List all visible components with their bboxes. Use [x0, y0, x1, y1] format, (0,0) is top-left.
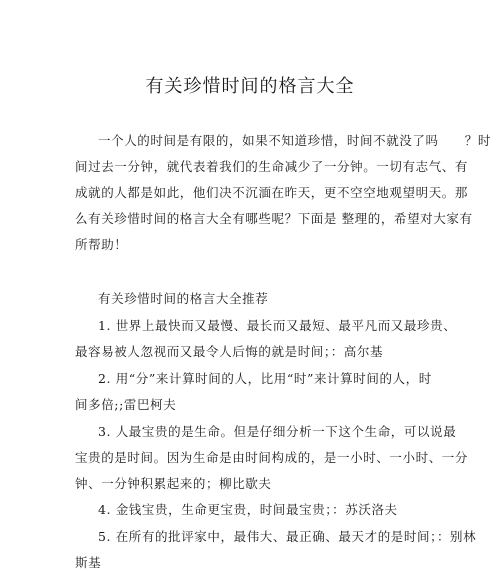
intro-line-5: 所帮助！	[75, 237, 128, 252]
item-line-1: 1. 世界上最快而又最慢、最长而又最短、最平凡而又最珍贵、	[98, 318, 457, 333]
item-line-10: 斯基	[75, 555, 102, 570]
item-line-8: 4. 金钱宝贵，生命更宝贵，时间最宝贵；：苏沃洛夫	[98, 502, 398, 517]
item-line-5: 3. 人最宝贵的是生命。但是仔细分析一下这个生命，可以说最	[98, 424, 457, 439]
item-line-4: 间多倍;;雷巴柯夫	[75, 397, 177, 412]
item-line-2: 最容易被人忽视而又最令人后悔的就是时间；：高尔基	[75, 344, 384, 359]
section-heading: 有关珍惜时间的格言大全推荐	[98, 291, 269, 306]
item-line-6: 宝贵的是时间。因为生命是由时间构成的，是一小时、一小时、一分	[75, 450, 469, 465]
item-line-3: 2. 用“分”来计算时间的人，比用“时”来计算时间的人，时	[98, 371, 432, 386]
intro-line-4: 么有关珍惜时间的格言大全有哪些呢？下面是 整理的，希望对大家有	[75, 211, 473, 226]
intro-line-1: 一个人的时间是有限的，如果不知道珍惜，时间不就没了吗 ？时	[98, 133, 492, 148]
document-title: 有关珍惜时间的格言大全	[145, 76, 355, 97]
item-line-9: 5. 在所有的批评家中，最伟大、最正确、最天才的是时间；：别林	[98, 529, 477, 544]
intro-line-3: 成就的人都是如此，他们决不沉湎在昨天，更不空空地观望明天。那	[75, 185, 469, 200]
item-line-7: 钟、一分钟积累起来的；柳比歇夫	[75, 476, 272, 491]
intro-line-2: 间过去一分钟，就代表着我们的生命减少了一分钟。一切有志气、有	[75, 159, 469, 174]
